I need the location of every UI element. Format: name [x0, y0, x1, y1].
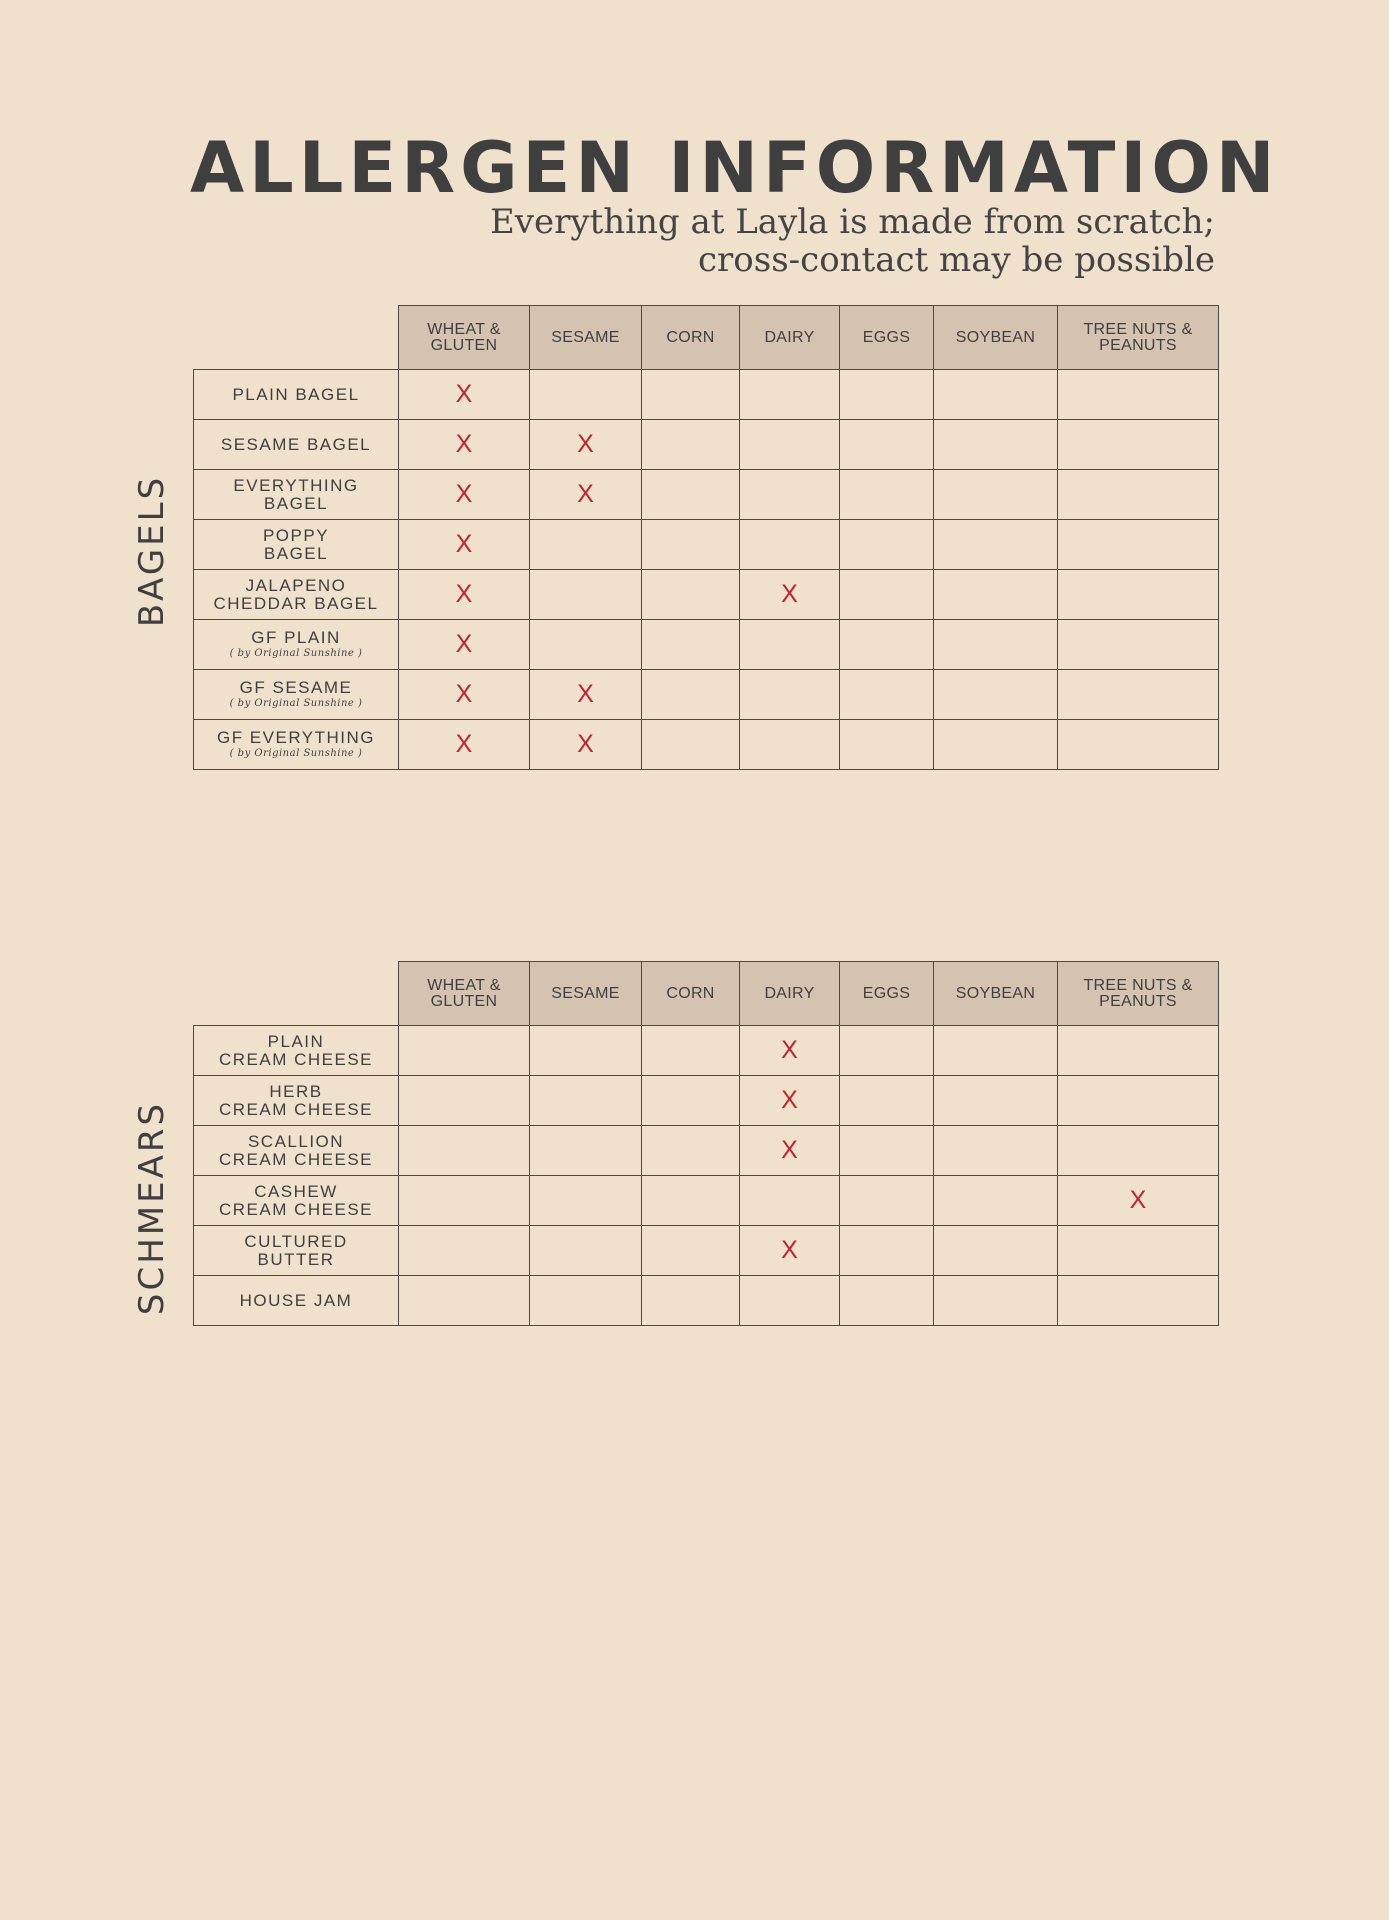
allergen-cell — [934, 470, 1058, 520]
allergen-cell — [740, 720, 840, 770]
column-header-label: DAIRY — [764, 984, 815, 1002]
allergen-cell — [934, 720, 1058, 770]
allergen-cell — [642, 570, 740, 620]
allergen-cell — [740, 670, 840, 720]
item-name-cell — [194, 1176, 399, 1226]
item-name: HERB CREAM CHEESE — [218, 1081, 374, 1119]
item-name: JALAPENO CHEDDAR BAGEL — [213, 575, 379, 613]
allergen-cell — [840, 570, 934, 620]
allergen-cell — [399, 1276, 530, 1326]
allergen-cell — [642, 670, 740, 720]
allergen-cell — [934, 1126, 1058, 1176]
column-header — [840, 962, 934, 1026]
allergen-cell — [642, 1276, 740, 1326]
allergen-mark: X — [455, 730, 473, 758]
allergen-cell — [934, 1026, 1058, 1076]
table-row — [194, 420, 1219, 470]
allergen-cell — [530, 1126, 642, 1176]
table-row — [194, 670, 1219, 720]
column-header-label: DAIRY — [764, 328, 815, 346]
allergen-cell — [530, 520, 642, 570]
allergen-cell — [934, 1176, 1058, 1226]
table-row — [194, 1276, 1219, 1326]
column-header-label: CORN — [666, 328, 715, 346]
column-header — [1058, 962, 1219, 1026]
column-header-label: EGGS — [862, 328, 911, 346]
column-header — [934, 962, 1058, 1026]
item-name-cell — [194, 670, 399, 720]
item-name: GF PLAIN — [251, 628, 341, 647]
column-header — [740, 306, 840, 370]
allergen-cell — [399, 720, 530, 770]
allergen-cell — [740, 370, 840, 420]
allergen-cell — [934, 520, 1058, 570]
item-note: ( by Original Sunshine ) — [229, 648, 363, 659]
column-header — [642, 962, 740, 1026]
item-name: SESAME BAGEL — [220, 434, 372, 454]
item-name: HOUSE JAM — [239, 1290, 353, 1310]
allergen-cell — [1058, 1276, 1219, 1326]
column-header-label: TREE NUTS & PEANUTS — [1083, 976, 1193, 1010]
corner-cell — [194, 306, 399, 370]
item-name-cell — [194, 1076, 399, 1126]
allergen-mark: X — [455, 380, 473, 408]
allergen-cell — [934, 570, 1058, 620]
allergen-cell — [530, 1276, 642, 1326]
allergen-cell — [934, 1226, 1058, 1276]
allergen-mark: X — [1129, 1186, 1147, 1214]
schmears-label-text: SCHMEARS — [132, 1100, 172, 1316]
allergen-mark: X — [781, 580, 798, 608]
allergen-cell — [530, 370, 642, 420]
item-name: EVERYTHING BAGEL — [233, 475, 359, 513]
allergen-cell — [1058, 370, 1219, 420]
column-header-label: EGGS — [862, 984, 911, 1002]
bagels-allergen-table — [193, 305, 1219, 770]
column-header-label: SESAME — [551, 984, 620, 1002]
allergen-cell — [740, 1226, 840, 1276]
table-row — [194, 1226, 1219, 1276]
allergen-cell — [840, 420, 934, 470]
allergen-cell — [399, 370, 530, 420]
allergen-cell — [530, 720, 642, 770]
allergen-cell — [1058, 570, 1219, 620]
allergen-mark: X — [577, 480, 594, 508]
allergen-cell — [642, 1176, 740, 1226]
column-header — [530, 962, 642, 1026]
allergen-cell — [1058, 670, 1219, 720]
allergen-cell — [530, 570, 642, 620]
schmears-allergen-table — [193, 961, 1219, 1326]
allergen-cell — [399, 1126, 530, 1176]
allergen-cell — [840, 1126, 934, 1176]
allergen-cell — [530, 1226, 642, 1276]
table-row — [194, 570, 1219, 620]
allergen-mark: X — [455, 480, 473, 508]
item-name: CASHEW CREAM CHEESE — [218, 1181, 374, 1219]
allergen-cell — [1058, 1026, 1219, 1076]
allergen-cell — [934, 420, 1058, 470]
allergen-cell — [1058, 720, 1219, 770]
item-note: ( by Original Sunshine ) — [229, 698, 363, 709]
allergen-cell — [642, 620, 740, 670]
item-name-cell — [194, 720, 399, 770]
allergen-cell — [840, 620, 934, 670]
allergen-cell — [840, 1176, 934, 1226]
item-name-cell — [194, 570, 399, 620]
allergen-cell — [642, 470, 740, 520]
page-subtitle — [315, 203, 1215, 279]
item-name-cell — [194, 370, 399, 420]
allergen-cell — [840, 1076, 934, 1126]
item-name: PLAIN BAGEL — [232, 384, 360, 404]
allergen-mark: X — [455, 430, 473, 458]
item-name-cell — [194, 1226, 399, 1276]
column-header-label: TREE NUTS & PEANUTS — [1083, 320, 1193, 354]
allergen-cell — [934, 1276, 1058, 1326]
allergen-cell — [840, 670, 934, 720]
column-header-label: WHEAT & GLUTEN — [427, 976, 501, 1010]
allergen-cell — [642, 1126, 740, 1176]
allergen-cell — [740, 620, 840, 670]
allergen-cell — [1058, 1176, 1219, 1226]
item-name: CULTURED BUTTER — [244, 1231, 348, 1269]
allergen-cell — [1058, 620, 1219, 670]
header-row — [194, 306, 1219, 370]
allergen-cell — [642, 1226, 740, 1276]
column-header-label: SESAME — [551, 328, 620, 346]
allergen-cell — [530, 420, 642, 470]
allergen-mark: X — [455, 530, 473, 558]
column-header — [740, 962, 840, 1026]
allergen-cell — [399, 1226, 530, 1276]
allergen-mark: X — [455, 630, 473, 658]
item-name-cell — [194, 470, 399, 520]
allergen-mark: X — [781, 1086, 798, 1114]
allergen-cell — [1058, 520, 1219, 570]
bagels-label-text: BAGELS — [132, 474, 172, 628]
item-note: ( by Original Sunshine ) — [229, 748, 363, 759]
allergen-cell — [740, 520, 840, 570]
allergen-mark: X — [577, 430, 594, 458]
column-header-label: CORN — [666, 984, 715, 1002]
column-header-label: WHEAT & GLUTEN — [427, 320, 501, 354]
item-name-cell — [194, 520, 399, 570]
allergen-cell — [642, 520, 740, 570]
allergen-cell — [530, 1076, 642, 1126]
allergen-cell — [1058, 1076, 1219, 1126]
allergen-cell — [840, 1026, 934, 1076]
table-row — [194, 620, 1219, 670]
table-row — [194, 1126, 1219, 1176]
allergen-cell — [399, 470, 530, 520]
item-name-cell — [194, 420, 399, 470]
item-name-cell — [194, 1026, 399, 1076]
allergen-cell — [1058, 1226, 1219, 1276]
allergen-cell — [642, 370, 740, 420]
item-name-cell — [194, 1276, 399, 1326]
allergen-cell — [740, 1276, 840, 1326]
allergen-cell — [642, 720, 740, 770]
page-title: ALLERGEN INFORMATION — [190, 127, 1280, 209]
allergen-cell — [740, 1126, 840, 1176]
allergen-cell — [399, 670, 530, 720]
table-row — [194, 370, 1219, 420]
allergen-cell — [740, 1076, 840, 1126]
column-header-label: SOYBEAN — [955, 328, 1036, 346]
allergen-mark: X — [781, 1136, 798, 1164]
column-header — [530, 306, 642, 370]
column-header — [1058, 306, 1219, 370]
item-name-cell — [194, 1126, 399, 1176]
item-name: GF SESAME — [239, 678, 353, 697]
allergen-cell — [642, 1026, 740, 1076]
allergen-cell — [934, 1076, 1058, 1126]
allergen-mark: X — [781, 1036, 798, 1064]
table-row — [194, 1076, 1219, 1126]
allergen-cell — [642, 420, 740, 470]
table-row — [194, 720, 1219, 770]
allergen-cell — [1058, 470, 1219, 520]
allergen-cell — [530, 1026, 642, 1076]
allergen-cell — [399, 1076, 530, 1126]
corner-cell — [194, 962, 399, 1026]
item-name: GF EVERYTHING — [216, 728, 376, 747]
allergen-mark: X — [781, 1236, 798, 1264]
allergen-cell — [740, 420, 840, 470]
column-header — [934, 306, 1058, 370]
table-row — [194, 1176, 1219, 1226]
allergen-cell — [642, 1076, 740, 1126]
column-header-label: SOYBEAN — [955, 984, 1036, 1002]
allergen-cell — [399, 420, 530, 470]
allergen-cell — [840, 470, 934, 520]
column-header — [399, 306, 530, 370]
allergen-cell — [740, 570, 840, 620]
allergen-cell — [740, 470, 840, 520]
allergen-cell — [740, 1026, 840, 1076]
table-row — [194, 520, 1219, 570]
allergen-mark: X — [455, 680, 473, 708]
subtitle-line-1: Everything at Layla is made from scratch; — [489, 202, 1215, 242]
allergen-cell — [399, 1026, 530, 1076]
item-name-cell — [194, 620, 399, 670]
allergen-cell — [1058, 420, 1219, 470]
allergen-cell — [530, 470, 642, 520]
header-row — [194, 962, 1219, 1026]
allergen-cell — [399, 1176, 530, 1226]
allergen-cell — [840, 1226, 934, 1276]
allergen-cell — [934, 670, 1058, 720]
allergen-cell — [740, 1176, 840, 1226]
allergen-mark: X — [577, 730, 594, 758]
subtitle-line-2: cross-contact may be possible — [698, 240, 1215, 280]
column-header — [840, 306, 934, 370]
allergen-cell — [840, 720, 934, 770]
allergen-cell — [530, 620, 642, 670]
allergen-cell — [530, 1176, 642, 1226]
allergen-cell — [934, 370, 1058, 420]
item-name: SCALLION CREAM CHEESE — [218, 1131, 374, 1169]
allergen-cell — [399, 620, 530, 670]
allergen-mark: X — [455, 580, 473, 608]
allergen-cell — [399, 520, 530, 570]
allergen-mark: X — [577, 680, 594, 708]
allergen-cell — [840, 520, 934, 570]
item-name: PLAIN CREAM CHEESE — [218, 1031, 374, 1069]
allergen-cell — [530, 670, 642, 720]
column-header — [642, 306, 740, 370]
item-name: POPPY BAGEL — [262, 525, 330, 563]
allergen-cell — [1058, 1126, 1219, 1176]
allergen-cell — [934, 620, 1058, 670]
table-row — [194, 470, 1219, 520]
allergen-cell — [399, 570, 530, 620]
allergen-cell — [840, 370, 934, 420]
column-header — [399, 962, 530, 1026]
table-row — [194, 1026, 1219, 1076]
allergen-cell — [840, 1276, 934, 1326]
